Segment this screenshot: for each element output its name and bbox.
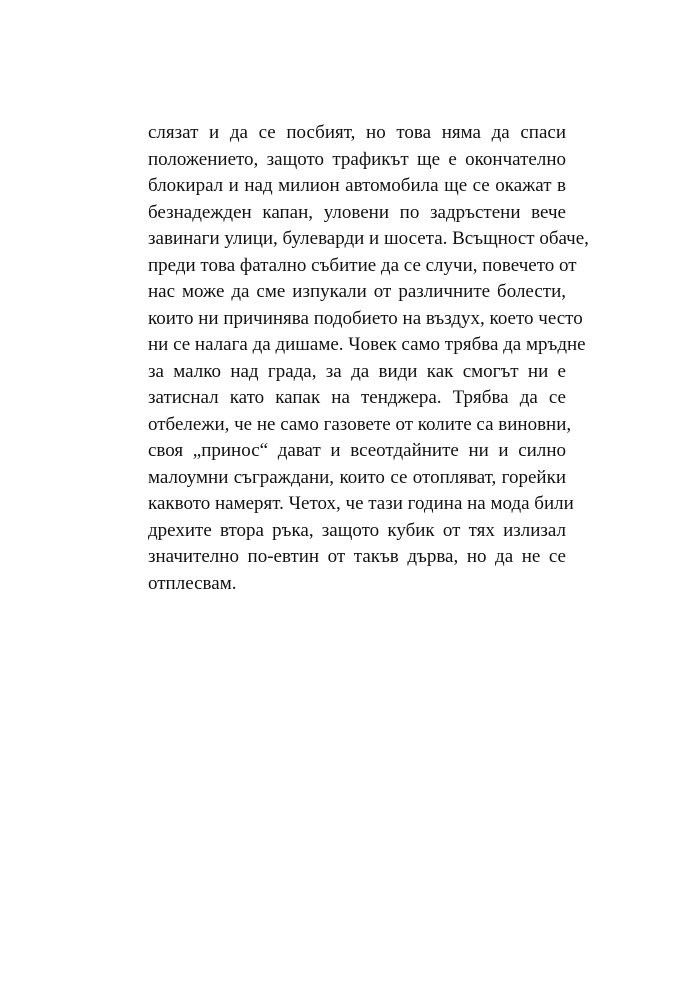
text-line: за малко над града, за да види как смогът ни е xyxy=(148,360,566,382)
text-line: своя „принос“ дават и всеотдайните ни и силно xyxy=(148,440,566,461)
text-line: положението, защото трафикът ще е окончателно xyxy=(148,148,566,170)
text-line: значително по-евтин от такъв дърва, но да не се xyxy=(148,546,566,567)
text-line: които ни причинява подобието на въздух, което често xyxy=(148,307,583,329)
text-line: отбележи, че не само газовете от колите са виновни, xyxy=(148,413,572,435)
text-line: блокирал и над милион автомобила ще се окажат в xyxy=(148,175,566,196)
text-line: безнадежден капан, уловени по задръстени вече xyxy=(148,201,566,223)
text-line: дрехите втора ръка, защото кубик от тях излизал xyxy=(148,519,566,541)
text-line: преди това фатално събитие да се случи, повечето от xyxy=(148,254,577,276)
text-line: каквото намерят. Четох, че тази година на мода били xyxy=(148,493,574,514)
body-paragraph xyxy=(148,120,589,597)
text-line: затиснал като капак на тенджера. Трябва да се xyxy=(148,387,566,408)
text-line: завинаги улици, булеварди и шосета. Всъщност обаче, xyxy=(148,228,589,249)
text-line: слязат и да се посбият, но това няма да спаси xyxy=(148,122,566,143)
text-line: малоумни съграждани, които се отопляват, горейки xyxy=(148,466,566,488)
text-line: отплесвам. xyxy=(148,572,237,594)
text-line: нас може да сме изпукали от различните болести, xyxy=(148,281,566,302)
text-line: ни се налага да дишаме. Човек само трябва да мръдне xyxy=(148,334,586,355)
